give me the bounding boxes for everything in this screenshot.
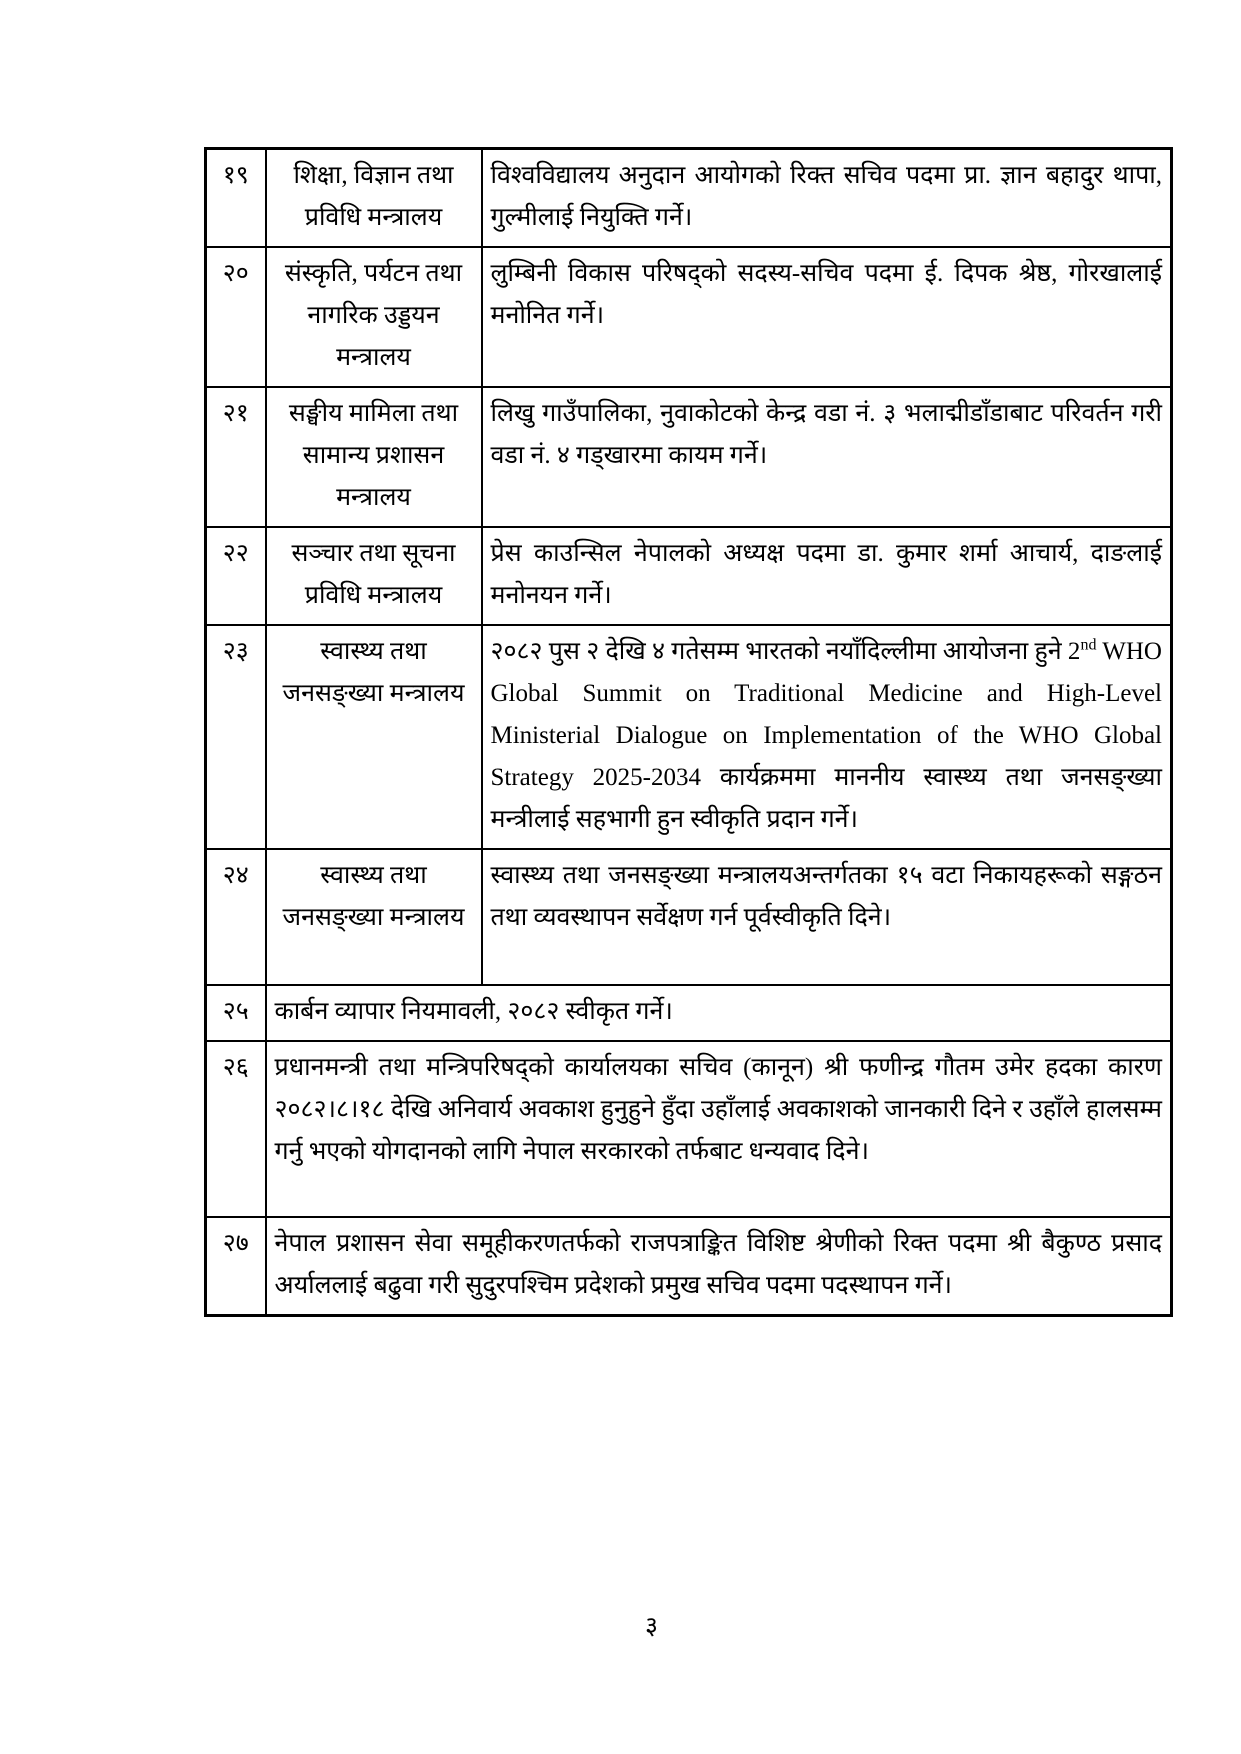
serial-number-cell: २७ [206,1217,266,1316]
table-row [206,527,1172,625]
decision-text-english-tail: WHO Global Summit on Traditional Medicine and High-Level Ministerial Dialogue on Implementation of the WHO Global Strategy 2025-2034 कार्यक्रममा माननीय स्वास्थ्य तथा जनसङ्ख्या मन्त्रीलाई सहभागी हुन स्वीकृति प्रदान गर्ने। [490,638,1162,833]
table-row [206,849,1172,985]
decision-text-nepali-lead: २०८२ पुस २ देखि ४ गतेसम्म भारतको नयाँदिल्लीमा आयोजना हुने 2 [490,638,1081,665]
decision-cell: विश्वविद्यालय अनुदान आयोगको रिक्त सचिव पदमा प्रा. ज्ञान बहादुर थापा, गुल्मीलाई नियुक्ति गर्ने। [482,149,1172,248]
decision-cell: प्रधानमन्त्री तथा मन्त्रिपरिषद्को कार्यालयका सचिव (कानून) श्री फणीन्द्र गौतम उमेर हदका कारण २०८२।८।१८ देखि अनिवार्य अवकाश हुनुहुने हुँदा उहाँलाई अवकाशको जानकारी दिने र उहाँले हालसम्म गर्नु भएको योगदानको लागि नेपाल सरकारको तर्फबाट धन्यवाद दिने। [266,1041,1172,1217]
ministry-cell: शिक्षा, विज्ञान तथा प्रविधि मन्त्रालय [266,149,482,248]
decision-cell: स्वास्थ्य तथा जनसङ्ख्या मन्त्रालयअन्तर्गतका १५ वटा निकायहरूको सङ्गठन तथा व्यवस्थापन सर्वेक्षण गर्न पूर्वस्वीकृति दिने। [482,849,1172,985]
serial-number-cell: २५ [206,985,266,1041]
ministry-cell: स्वास्थ्य तथा जनसङ्ख्या मन्त्रालय [266,849,482,985]
serial-number-cell: २४ [206,849,266,985]
serial-number-cell: २३ [206,625,266,849]
serial-number-cell: २१ [206,387,266,527]
decision-cell: नेपाल प्रशासन सेवा समूहीकरणतर्फको राजपत्राङ्कित विशिष्ट श्रेणीको रिक्त पदमा श्री बैकुण्ठ प्रसाद अर्याललाई बढुवा गरी सुदुरपश्चिम प्रदेशको प्रमुख सचिव पदमा पदस्थापन गर्ने। [266,1217,1172,1316]
table-row [206,1041,1172,1217]
serial-number-cell: १९ [206,149,266,248]
table-row [206,149,1172,248]
table-row [206,625,1172,849]
ministry-cell: सङ्घीय मामिला तथा सामान्य प्रशासन मन्त्रालय [266,387,482,527]
serial-number-cell: २० [206,247,266,387]
decision-cell: कार्बन व्यापार नियमावली, २०८२ स्वीकृत गर्ने। [266,985,1172,1041]
ministry-cell: सञ्चार तथा सूचना प्रविधि मन्त्रालय [266,527,482,625]
ordinal-superscript: nd [1080,636,1097,654]
table-row [206,1217,1172,1316]
decision-cell: लिखु गाउँपालिका, नुवाकोटको केन्द्र वडा नं. ३ भलाद्मीडाँडाबाट परिवर्तन गरी वडा नं. ४ गड्खारमा कायम गर्ने। [482,387,1172,527]
serial-number-cell: २६ [206,1041,266,1217]
ministry-cell: स्वास्थ्य तथा जनसङ्ख्या मन्त्रालय [266,625,482,849]
decision-cell: लुम्बिनी विकास परिषद्को सदस्य-सचिव पदमा ई. दिपक श्रेष्ठ, गोरखालाई मनोनित गर्ने। [482,247,1172,387]
table-row [206,247,1172,387]
cabinet-decisions-table [204,147,1173,1317]
ministry-cell: संस्कृति, पर्यटन तथा नागरिक उड्डयन मन्त्रालय [266,247,482,387]
table-row [206,387,1172,527]
table-row [206,985,1172,1041]
page-number: ३ [645,1613,659,1640]
decision-cell [482,625,1172,849]
decision-cell: प्रेस काउन्सिल नेपालको अध्यक्ष पदमा डा. कुमार शर्मा आचार्य, दाङलाई मनोनयन गर्ने। [482,527,1172,625]
serial-number-cell: २२ [206,527,266,625]
